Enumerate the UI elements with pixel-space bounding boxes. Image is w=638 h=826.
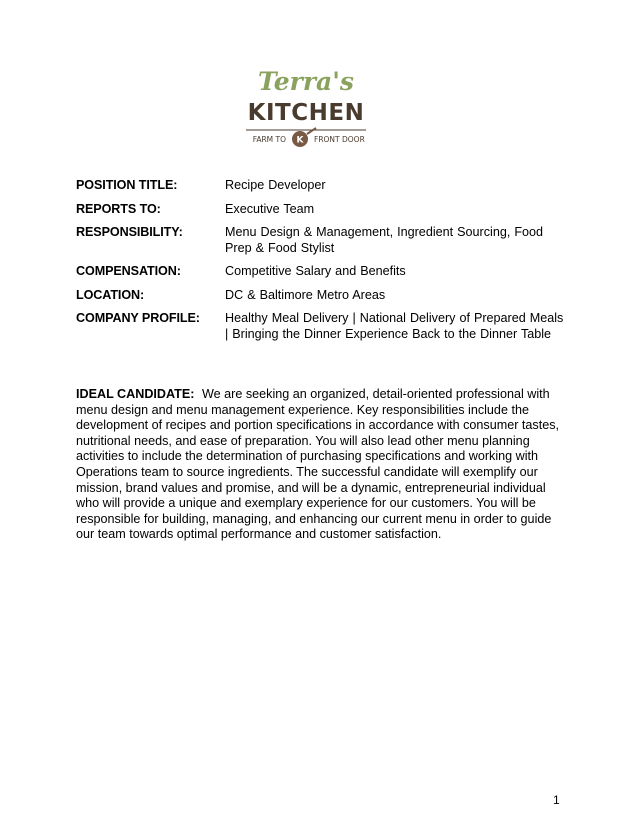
logo-brand-line1: Terra's <box>258 67 354 96</box>
ideal-candidate-section <box>76 387 566 543</box>
logo-tagline-right: FRONT DOOR <box>314 135 365 144</box>
field-value: Competitive Salary and Benefits <box>225 264 406 278</box>
terras-kitchen-logo <box>228 66 384 150</box>
field-value: Recipe Developer <box>225 178 326 192</box>
field-position-title <box>76 178 566 194</box>
field-value: Executive Team <box>225 201 315 216</box>
field-company-profile <box>76 311 566 342</box>
field-label: REPORTS TO: <box>76 201 161 216</box>
field-label: COMPENSATION: <box>76 264 181 278</box>
logo-graphic <box>228 66 384 150</box>
page-number: 1 <box>553 793 560 807</box>
logo-brand-line2: KITCHEN <box>247 100 365 126</box>
field-value: Healthy Meal Delivery | National Delivery of Prepared Meals | Bringing the Dinner Experience Back to the Dinner Table <box>225 311 564 341</box>
field-label: LOCATION: <box>76 287 145 302</box>
field-compensation <box>76 264 566 280</box>
ideal-candidate-label: IDEAL CANDIDATE: <box>76 387 195 401</box>
ideal-candidate-text: We are seeking an organized, detail-oriented professional with menu design and menu management experience. Key responsibilities include the development of recipes and portion specifications in accordance with consumer tastes, nutritional needs, and ease of preparation. You will also lead other menu planning activities to include the determination of purchasing specifications and working with Operations team to source ingredients. The successful candidate will exemplify our mission, brand values and promise, and will be a dynamic, entrepreneurial individual who will provide a unique and exemplary experience for our customers. You will be responsible for building, managing, and enhancing our current menu in order to guide our team towards optimal performance and customer satisfaction. <box>76 387 560 542</box>
field-reports-to <box>76 202 566 218</box>
field-location <box>76 288 566 304</box>
job-details <box>76 178 566 342</box>
field-label: RESPONSIBILITY: <box>76 225 183 239</box>
logo-badge: K <box>296 135 304 146</box>
logo-tagline-left: FARM TO <box>252 135 286 144</box>
field-responsibility <box>76 225 566 256</box>
field-value: DC & Baltimore Metro Areas <box>225 287 386 302</box>
field-value: Menu Design & Management, Ingredient Sourcing, Food Prep & Food Stylist <box>225 225 544 255</box>
field-label: POSITION TITLE: <box>76 178 178 192</box>
skillet-handle <box>307 128 316 134</box>
field-label: COMPANY PROFILE: <box>76 311 200 325</box>
